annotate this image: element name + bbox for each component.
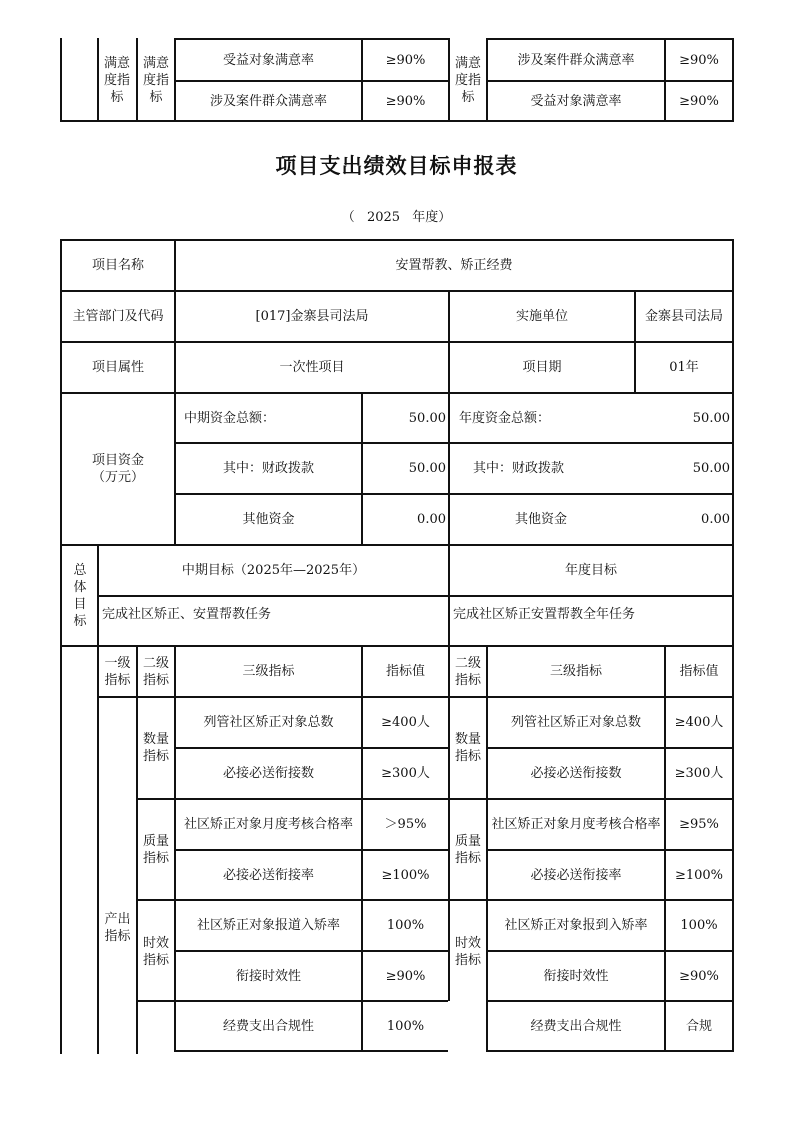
header-level3: 三级指标 [242,664,295,679]
top-right-row1-value: ≥90% [679,52,719,68]
right-group-timeliness: 时效指标 [454,936,481,968]
overall-goal-label: 总体目标 [73,562,87,629]
mid-total-label: 中期资金总额： [184,410,276,426]
impl-unit-value: 金寨县司法局 [644,309,723,324]
right-metric-value: ≥90% [679,968,719,984]
header-level1: 一级指标 [104,655,131,688]
header-right-value: 指标值 [679,664,719,679]
group-quantity: 数量指标 [142,732,169,764]
project-name-value: 安置帮教、矫正经费 [395,258,513,273]
year-fiscal-value: 50.00 [692,461,730,476]
right-group-quality: 质量指标 [454,834,481,866]
year-total-value: 50.00 [692,410,730,426]
satisfaction-category-l2: 满意度指标 [142,55,169,105]
year-other-value: 0.00 [701,512,730,527]
mid-fiscal-value: 50.00 [408,461,446,476]
year-other-label: 其他资金 [514,512,567,527]
right-metric-indicator: 社区矫正对象报到入矫率 [504,918,648,933]
mid-other-label: 其他资金 [242,512,295,527]
right-metric-indicator: 必接必送衔接数 [530,766,622,781]
level1-output: 产出指标 [104,912,131,944]
mid-other-value: 0.00 [417,512,446,527]
metric-value: ≥300人 [381,766,430,781]
impl-unit-label: 实施单位 [515,309,568,324]
dept-value: [017]金寨县司法局 [255,309,369,324]
metric-indicator: 社区矫正对象月度考核合格率 [183,817,353,832]
project-name-label: 项目名称 [91,258,144,273]
metric-value: ≥400人 [381,715,430,730]
satisfaction-category-l1: 满意度指标 [103,55,130,105]
metric-indicator: 必接必送衔接率 [222,867,314,883]
dept-label: 主管部门及代码 [72,309,164,324]
metric-indicator: 社区矫正对象报道入矫率 [196,918,340,933]
right-metric-value: ≥400人 [674,715,724,730]
metric-indicator: 衔接时效性 [235,968,301,984]
top-right-row2-value: ≥90% [679,93,719,109]
year-line [0,206,793,225]
header-level2: 二级指标 [142,655,169,688]
right-metric-value: ≥300人 [674,766,724,781]
right-metric-value: ≥95% [679,817,719,832]
satisfaction-category-right: 满意度指标 [454,55,481,105]
group-timeliness: 时效指标 [142,936,169,968]
header-value: 指标值 [385,664,425,679]
top-right-row1-indicator: 涉及案件群众满意率 [517,52,635,68]
year-total-label: 年度资金总额： [459,410,551,426]
project-attr-value: 一次性项目 [279,360,345,375]
year-goal-header: 年度目标 [564,563,617,578]
right-metric-indicator: 必接必送衔接率 [530,867,622,883]
metric-value: 100% [386,1018,425,1034]
right-metric-value: 100% [680,918,718,933]
right-metric-indicator: 社区矫正对象月度考核合格率 [491,817,661,832]
page-title: 项目支出绩效目标申报表 [275,153,518,178]
metric-indicator: 必接必送衔接数 [222,766,314,781]
year-open-paren: （ [341,210,355,225]
metric-value: ≥100% [381,867,430,883]
right-metric-value: ≥100% [674,867,724,883]
metric-indicator: 列管社区矫正对象总数 [203,715,334,730]
metric-indicator: 经费支出合规性 [222,1018,314,1034]
year-fiscal-label: 其中：财政拨款 [473,461,565,476]
mid-goal-text: 完成社区矫正、安置帮教任务 [102,606,272,622]
right-metric-indicator: 经费支出合规性 [530,1018,622,1034]
right-metric-value: 合规 [685,1018,712,1034]
metric-value: ≥90% [385,968,426,984]
metric-value: ＞95% [384,817,427,832]
metric-value: 100% [386,918,425,933]
top-row2-value: ≥90% [385,93,426,109]
top-row1-value: ≥90% [385,52,426,68]
right-group-quantity: 数量指标 [454,732,481,764]
right-metric-indicator: 列管社区矫正对象总数 [510,715,641,730]
project-period-value: 01年 [669,360,699,375]
mid-total-value: 50.00 [408,410,446,426]
top-row1-indicator: 受益对象满意率 [222,52,314,68]
group-quality: 质量指标 [142,834,169,866]
year-label: 年度） [412,210,452,225]
year-goal-text: 完成社区矫正安置帮教全年任务 [453,606,636,622]
mid-goal-header: 中期目标（2025年—2025年） [181,563,366,578]
right-metric-indicator: 衔接时效性 [543,968,609,984]
header-right-level2: 二级指标 [454,655,481,688]
mid-fiscal-label: 其中：财政拨款 [222,461,314,476]
header-right-level3: 三级指标 [549,664,602,679]
top-row2-indicator: 涉及案件群众满意率 [209,93,327,109]
project-attr-label: 项目属性 [91,360,144,375]
year-value: 2025 [366,210,401,225]
funds-label: 项目资金（万元） [91,453,144,485]
project-period-label: 项目期 [522,360,562,375]
top-right-row2-indicator: 受益对象满意率 [530,93,622,109]
